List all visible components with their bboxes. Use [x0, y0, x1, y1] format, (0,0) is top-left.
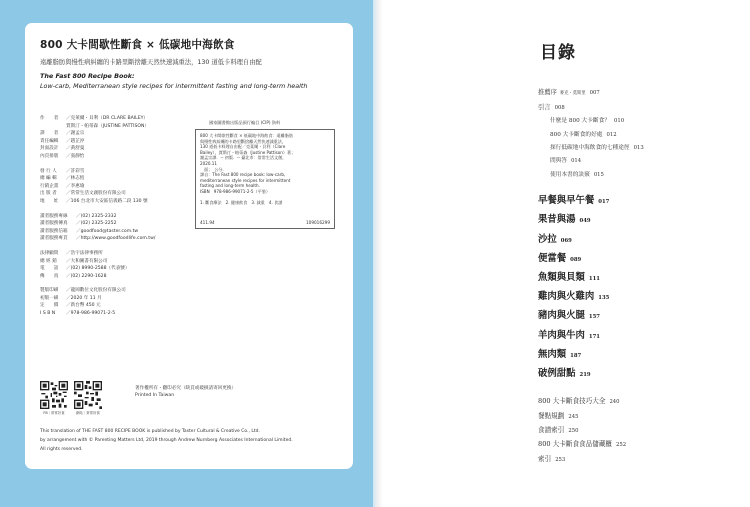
- translation-line: by arrangement with © Parenting Matters Ltd, 2019 through Andrew Nurnberg Associates International Limited.: [40, 438, 293, 443]
- toc-page-number: 111: [588, 276, 600, 283]
- service-row: [40, 220, 200, 228]
- toc-item-label: 使用本書的訣竅: [550, 171, 590, 178]
- qr-code-icon: [74, 381, 102, 409]
- publisher-label: 總 編 輯: [40, 176, 57, 182]
- publisher-value: ／常常生活文創股份有限公司: [66, 191, 126, 197]
- cip-line: 譯自：The Fast 800 recipe book: low-carb,: [200, 172, 286, 178]
- toc-subitem[interactable]: [550, 169, 644, 182]
- toc-chapter-label: 雞肉與火雞肉: [538, 291, 595, 303]
- toc-page-number: 007: [589, 90, 600, 96]
- print-label: 初版一刷: [40, 295, 59, 301]
- cip-line: 2020.11: [200, 160, 217, 166]
- toc-appendix-item[interactable]: [538, 395, 644, 409]
- toc-page-number: 135: [598, 295, 610, 302]
- toc-chapter[interactable]: [538, 327, 644, 346]
- print-label: I S B N: [40, 311, 56, 317]
- toc-item-label: 餐點規劃: [538, 411, 565, 420]
- toc-page-number: 015: [593, 171, 604, 178]
- qr-website[interactable]: [74, 381, 102, 415]
- cip-footer: [200, 220, 330, 225]
- credit-value: ／趙芷渟: [66, 138, 85, 144]
- print-value: ／龍岡數位文化股份有限公司: [66, 288, 126, 294]
- legal-label: 總 經 銷: [40, 258, 57, 264]
- credits-list: [40, 115, 200, 318]
- qr-caption: FB｜常常好食: [43, 411, 65, 415]
- print-value: ／新台幣 450 元: [66, 303, 101, 309]
- cip-line: 130 道低卡料理自由配／克萊爾・貝利（Clare: [200, 144, 286, 150]
- toc-page-number: 219: [579, 372, 591, 379]
- qr-code-icon: [40, 381, 68, 409]
- legal-row: [40, 273, 200, 281]
- toc-chapter[interactable]: [538, 192, 644, 211]
- credit-value: ／謝孟宗: [66, 131, 85, 137]
- toc-page-number: 014: [571, 158, 582, 165]
- toc-chapter-label: 果昔與湯: [538, 214, 576, 226]
- toc-page-number: 252: [616, 442, 627, 449]
- toc-page-number: 008: [554, 104, 565, 111]
- legal-label: 法律顧問: [40, 250, 59, 256]
- service-label: 讀者服務信箱: [40, 228, 68, 234]
- toc-page-number: 187: [570, 352, 582, 359]
- print-row: [40, 295, 200, 303]
- toc-appendix-section: [538, 395, 644, 467]
- english-title: The Fast 800 Recipe Book:: [40, 72, 135, 80]
- toc-item-label: 800 大卡斷食的好處: [550, 131, 603, 138]
- toc-page-number: 049: [579, 218, 591, 225]
- print-row: [40, 302, 200, 310]
- publisher-row: [40, 168, 200, 176]
- toc-subitem[interactable]: [550, 142, 644, 155]
- print-label: 定 價: [40, 303, 59, 309]
- translation-notice: [40, 427, 345, 454]
- credit-label: 封面設計: [40, 146, 59, 152]
- book-title: 800 大卡間歇性斷食 × 低碳地中海飲食: [40, 39, 235, 51]
- toc-page-number: 069: [560, 237, 572, 244]
- cip-box: [195, 129, 335, 229]
- cip-line: 謝孟宗譯．-- 初版．-- 臺北市：常常生活文創，: [200, 155, 287, 161]
- publisher-label: 出 版 者: [40, 191, 57, 197]
- toc-chapter[interactable]: [538, 231, 644, 250]
- rights-notice: [135, 385, 236, 399]
- credit-label: [40, 123, 66, 131]
- publisher-value: ／許彩雪: [66, 168, 85, 174]
- cip-line: Bailey），賈斯汀・帕蒂森（Justine Pattison）著；: [200, 149, 296, 155]
- credit-label: 責任編輯: [40, 138, 59, 144]
- toc-item-author: 麥克・莫斯里: [559, 91, 586, 96]
- credit-value: ／張靜怡: [66, 153, 85, 159]
- print-value: ／978-986-99071-2-5: [66, 311, 116, 317]
- credit-label: 作 者: [40, 116, 59, 121]
- toc-chapter[interactable]: [538, 307, 644, 326]
- toc-page-number: 250: [568, 428, 579, 435]
- credit-row: [40, 138, 200, 146]
- translation-line: All rights reserved.: [40, 447, 83, 452]
- toc-item-label: 800 大卡斷食技巧大全: [538, 397, 606, 406]
- toc-page-number: 240: [609, 399, 620, 406]
- credit-label: 譯 者: [40, 131, 59, 137]
- cip-record-number: 109016299: [306, 220, 330, 225]
- cip-line: 1. 斷食療法 2. 健康飲食 3. 減重 4. 食譜: [200, 200, 283, 206]
- credit-row: [40, 130, 200, 138]
- toc-chapter-label: 魚類與貝類: [538, 272, 585, 284]
- toc-chapter[interactable]: [538, 250, 644, 269]
- toc-appendix-item[interactable]: [538, 453, 644, 467]
- toc-page-number: 157: [588, 314, 600, 321]
- right-page: [383, 0, 750, 507]
- toc-chapter[interactable]: [538, 346, 644, 365]
- publisher-row: [40, 175, 200, 183]
- cip-line: mediterranean style recipes for intermittent: [200, 177, 291, 183]
- toc-chapter-label: 破例甜點: [538, 368, 576, 380]
- print-value: ／2020 年 11 月: [66, 295, 102, 301]
- toc-chapter[interactable]: [538, 269, 644, 288]
- service-website-link[interactable]: ／http://www.goodfoodlife.com.tw/: [76, 236, 156, 242]
- toc-chapter-label: 沙拉: [538, 233, 557, 245]
- toc-item-foreword[interactable]: [538, 86, 644, 101]
- credit-row: [40, 115, 200, 123]
- service-row: [40, 213, 200, 221]
- legal-value: ／浩宇法律事務所: [66, 250, 103, 256]
- cip-class-number: 411.94: [200, 220, 215, 225]
- printed-in: Printed In Taiwan: [135, 393, 175, 398]
- cip-line: 與慢性病糾纏的卡路里斷捨離天然快速減重法，: [200, 138, 286, 144]
- credit-label: 內頁排版: [40, 153, 59, 159]
- toc-page-number: 012: [606, 131, 617, 138]
- toc-item-label: 問與答: [550, 158, 568, 165]
- cip-line: 面； 公分．: [200, 166, 227, 172]
- credit-value: ／黃舒曼: [66, 146, 85, 152]
- service-label: 讀者服務傳真: [40, 221, 68, 227]
- toc-item-label: 800 大卡斷食食品儲藏櫃: [538, 440, 613, 449]
- english-subtitle: Low-carb, Mediterranean style recipes for intermittent fasting and long-term health: [40, 82, 308, 90]
- service-value: ／(02) 2325-2332: [76, 213, 117, 219]
- toc-item-label: 索引: [538, 454, 552, 463]
- credit-row: [40, 145, 200, 153]
- legal-row: [40, 265, 200, 273]
- service-email[interactable]: ／goodfood@taster.com.tw: [76, 228, 139, 234]
- legal-row: [40, 250, 200, 258]
- toc-subitem[interactable]: [550, 155, 644, 168]
- toc-page-number: 010: [613, 118, 625, 125]
- toc-item-label: 推薦序: [538, 89, 557, 96]
- legal-row: [40, 258, 200, 266]
- service-row: [40, 228, 200, 236]
- toc-appendix-item[interactable]: [538, 424, 644, 438]
- legal-value: ／(02) 2290-1628: [66, 273, 107, 279]
- cip-header: 國家圖書館出版品預行編目 (CIP) 資料: [209, 120, 281, 125]
- rights-line: 著作權所有・翻印必究（缺頁或破損請寄回更換）: [135, 386, 237, 391]
- toc-appendix-item[interactable]: [538, 410, 644, 424]
- toc-chapter[interactable]: [538, 211, 644, 230]
- credit-value: 賈斯汀・帕蒂森（JUSTINE PATTISON）: [66, 123, 150, 129]
- cip-line: ISBN 978-986-99071-2-5（平裝）: [200, 188, 270, 194]
- toc-item-label: 食譜索引: [538, 426, 565, 435]
- publisher-label: 地 址: [40, 198, 59, 204]
- toc-page-number: 013: [633, 145, 644, 151]
- toc-intro-section: [538, 86, 644, 182]
- publisher-value: ／林志恆: [66, 176, 85, 182]
- toc-chapter-label: 便當餐: [538, 252, 567, 264]
- toc-subitem[interactable]: [550, 115, 644, 128]
- publisher-row: [40, 190, 200, 198]
- toc-heading: 目錄: [540, 43, 576, 63]
- toc-subitem[interactable]: [550, 129, 644, 142]
- legal-value: ／大和圖書有限公司: [66, 258, 108, 264]
- toc-item-label: 探行低碳地中海飲食的七種途徑: [550, 145, 630, 151]
- publisher-label: 發 行 人: [40, 168, 57, 174]
- service-label: 讀者服務專線: [40, 213, 68, 219]
- toc-chapter-label: 早餐與早午餐: [538, 195, 595, 207]
- toc-chapter-label: 無肉類: [538, 348, 567, 360]
- publisher-label: 行銷企畫: [40, 183, 59, 189]
- credit-row: [40, 123, 200, 131]
- toc-chapter[interactable]: [538, 365, 644, 384]
- toc-item-label: 什麼是 800 大卡斷食？: [550, 118, 610, 125]
- toc-page-number: 089: [570, 256, 582, 263]
- print-row: [40, 287, 200, 295]
- toc-chapter[interactable]: [538, 288, 644, 307]
- legal-value: ／(02) 8990-2588（代表號）: [66, 266, 130, 272]
- toc-page-number: 017: [598, 199, 610, 206]
- credit-value: ／克萊爾・貝利（DR CLARE BAILEY）: [66, 116, 149, 121]
- toc-appendix-item[interactable]: [538, 438, 644, 452]
- qr-facebook[interactable]: [40, 381, 68, 415]
- publisher-row: [40, 198, 200, 206]
- toc-recipe-chapters: [538, 192, 644, 384]
- book-subtitle: 遠離脂肪與慢性病糾纏的卡路里斷捨離天然快速減重法，130 道低卡料理自由配: [40, 59, 262, 66]
- service-label: 讀者服務專頁: [40, 236, 68, 242]
- print-label: 製版印刷: [40, 288, 59, 294]
- publisher-row: [40, 183, 200, 191]
- publisher-value: ／106 台北市大安區信義路二段 130 號: [66, 198, 148, 204]
- toc-chapter-label: 羊肉與牛肉: [538, 329, 585, 341]
- service-value: ／(02) 2325-2252: [76, 221, 117, 227]
- toc-item-introduction[interactable]: [538, 101, 644, 116]
- toc-page-number: 245: [568, 413, 579, 420]
- table-of-contents: [538, 86, 644, 467]
- publisher-value: ／李惠瑜: [66, 183, 85, 189]
- toc-item-label: 引言: [538, 103, 551, 111]
- credit-row: [40, 153, 200, 161]
- book-gutter: [373, 0, 383, 507]
- qr-codes: [40, 381, 102, 415]
- toc-chapter-label: 豬肉與火腿: [538, 310, 585, 322]
- translation-line: This translation of THE FAST 800 RECIPE BOOK is published by Taster Cultural & Creative Co., Ltd.: [40, 429, 260, 434]
- legal-label: 傳 真: [40, 273, 59, 279]
- cip-record: [195, 120, 335, 229]
- print-row: [40, 310, 200, 318]
- copyright-card: [25, 23, 353, 469]
- toc-page-number: 253: [555, 456, 566, 463]
- cip-line: fasting and long-term health.: [200, 183, 260, 189]
- toc-page-number: 171: [588, 333, 600, 340]
- qr-caption: 網站｜常常好食: [76, 411, 100, 415]
- cip-line: 800 大卡間歇性斷食 × 低碳地中海飲食：遠離脂肪: [200, 133, 293, 138]
- legal-label: 電 話: [40, 266, 59, 272]
- service-row: [40, 235, 200, 243]
